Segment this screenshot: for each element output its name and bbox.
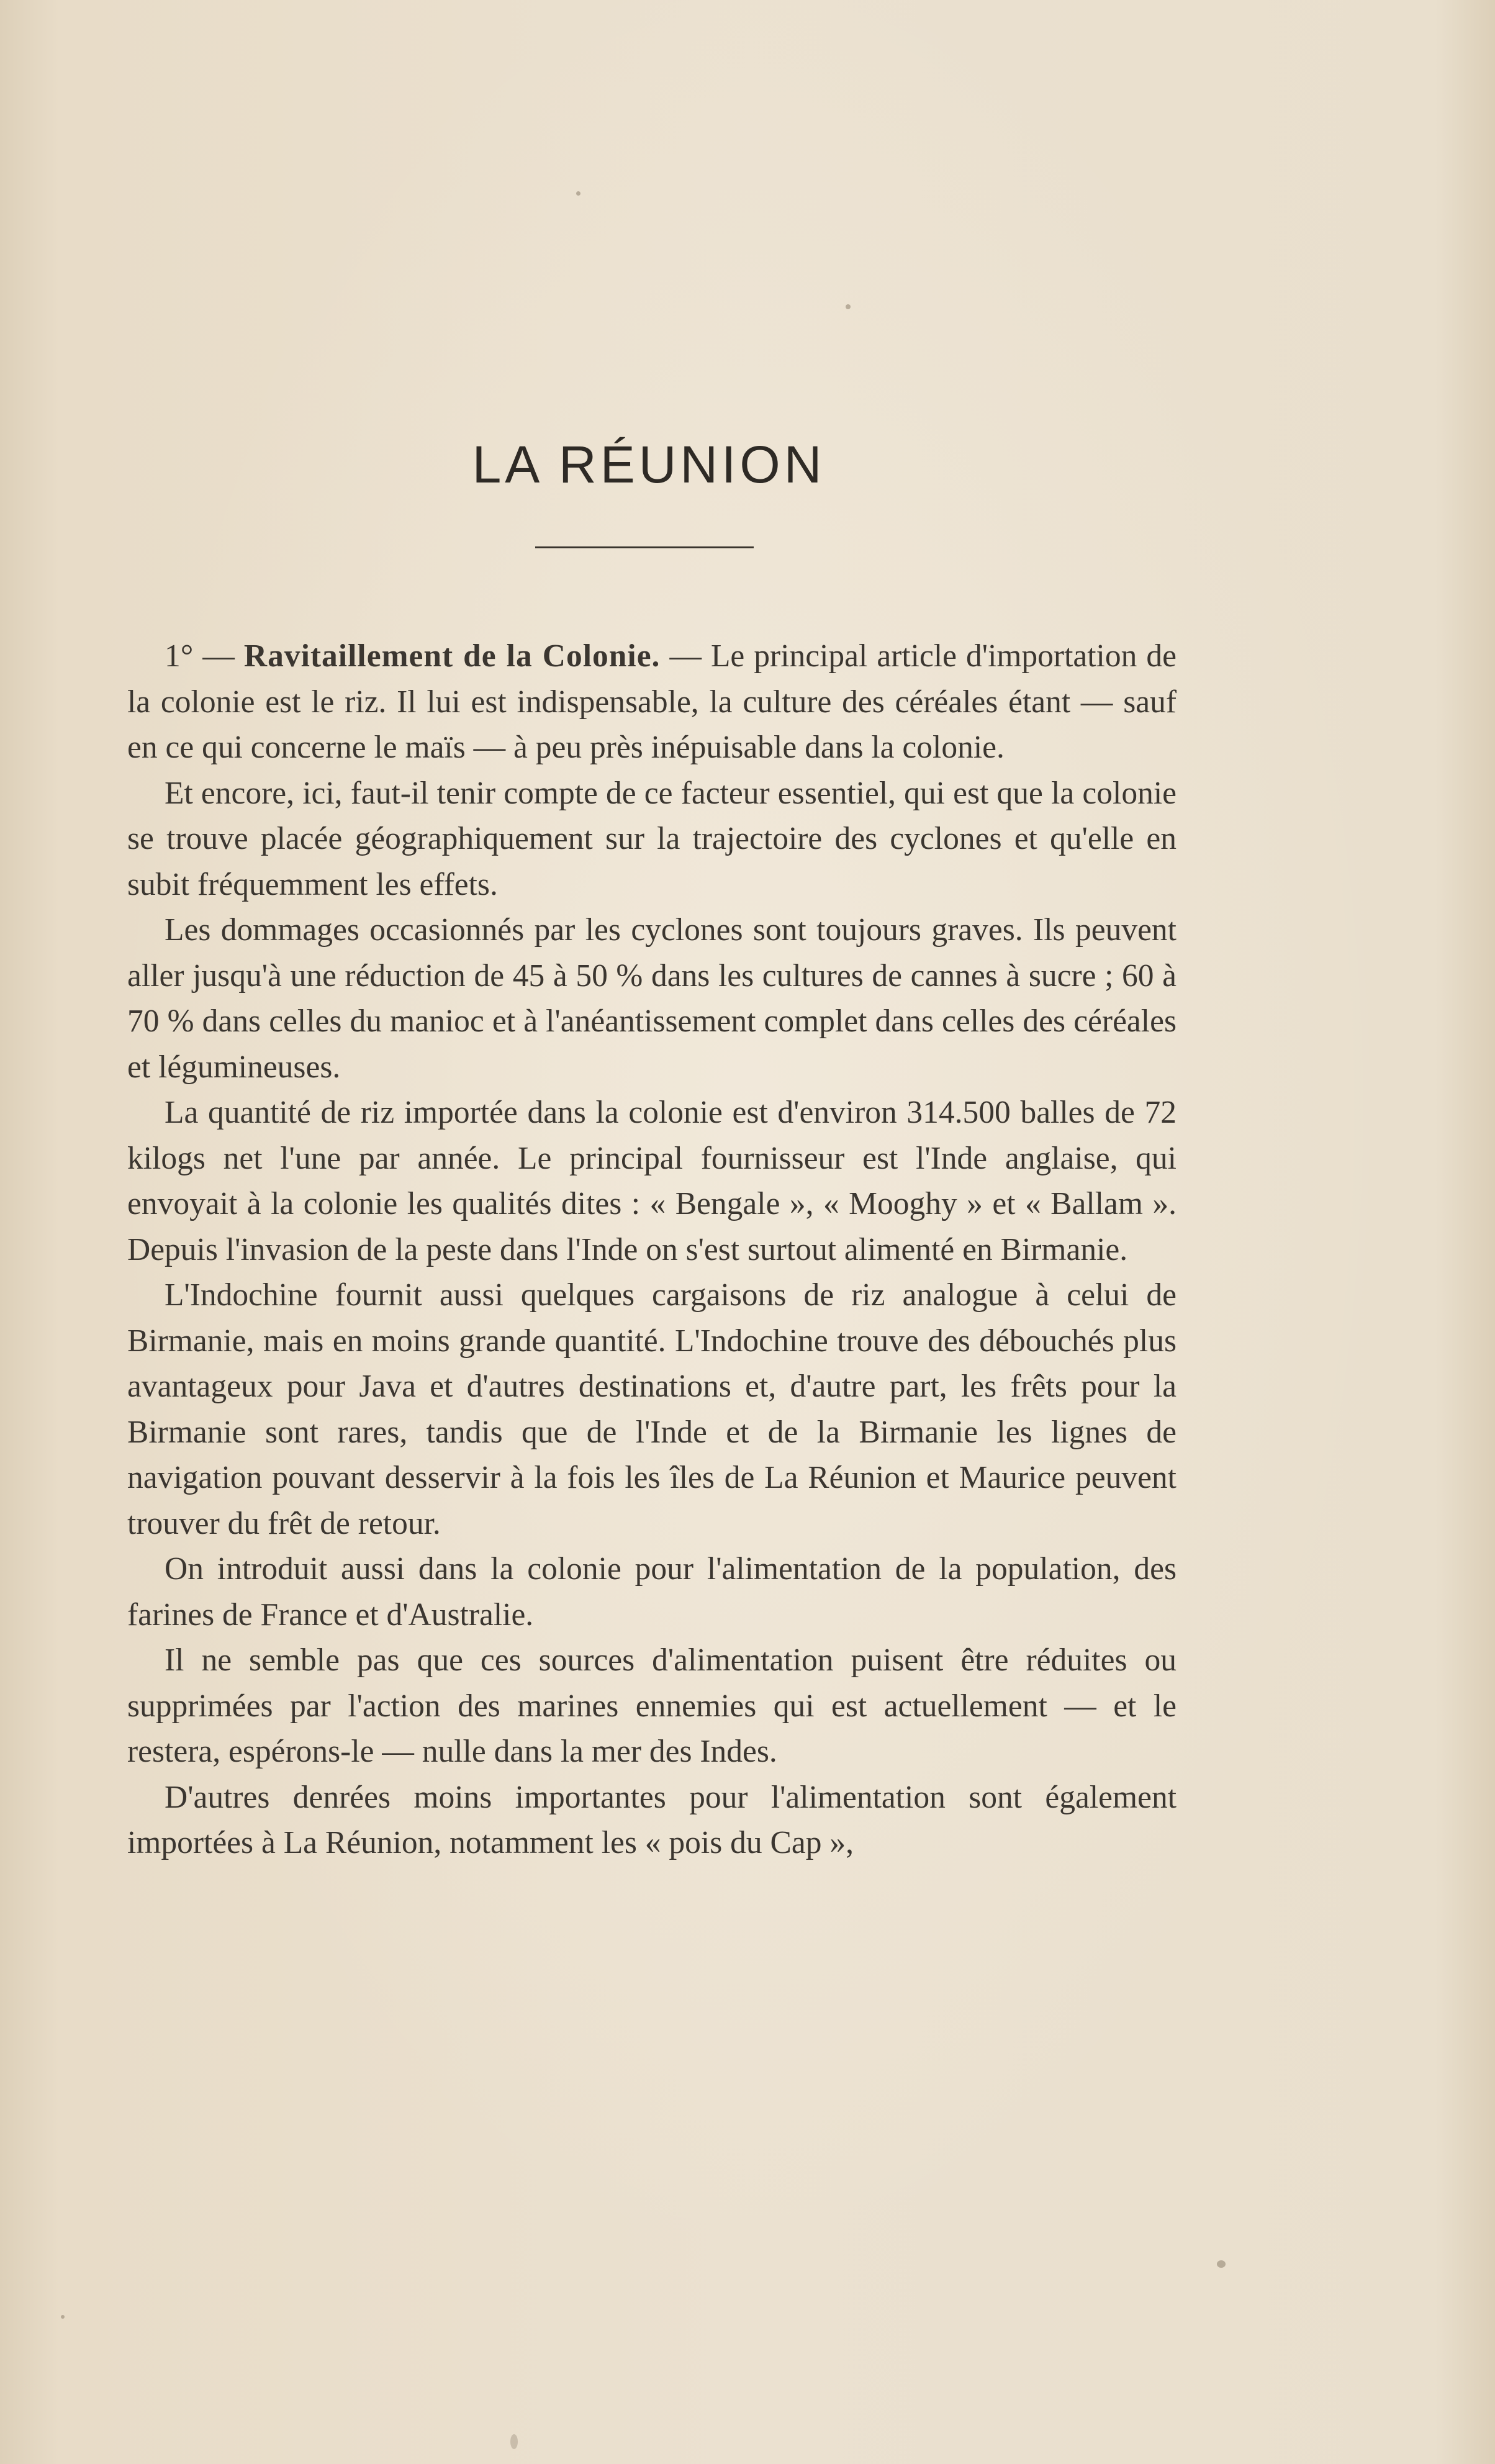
paragraph-6: On introduit aussi dans la colonie pour l'alimentation de la population, des farines de France et d'Australie. [127, 1551, 1177, 1633]
paragraph-2: Et encore, ici, faut-il tenir compte de ce facteur essentiel, qui est que la colonie se trouve placée géographiquement sur la trajectoire des cyclones et qu'elle en subit fréquemment les effets. [127, 775, 1177, 902]
paragraph-8: D'autres denrées moins importantes pour l'alimentation sont également importées à La Réunion, notamment les « pois du Cap », [127, 1779, 1177, 1860]
paper-speck [510, 2434, 518, 2449]
section-dash: — [193, 638, 244, 674]
paragraph-1 [127, 633, 1177, 771]
paragraph-5: L'Indochine fournit aussi quelques cargaisons de riz analogue à celui de Birmanie, mais en moins grande quantité. L'Indochine trouve des débouchés plus avantageux pour Java et d'autres destinations et, d'autre part, les frêts pour la Birmanie sont rares, tandis que de l'Inde et de la Birmanie les lignes de navigation pouvant desservir à la fois les îles de La Réunion et Maurice peuvent trouver du frêt de retour. [127, 1277, 1177, 1541]
paragraph-4: La quantité de riz importée dans la colonie est d'environ 314.500 balles de 72 kilogs net l'une par année. Le principal fournisseur est l'Inde anglaise, qui envoyait à la colonie les qualités dites : « Bengale », « Mooghy » et « Ballam ». Depuis l'invasion de la peste dans l'Inde on s'est surtout alimenté en Birmanie. [127, 1095, 1177, 1267]
paragraph-3: Les dommages occasionnés par les cyclones sont toujours graves. Ils peuvent aller jusqu'à une réduction de 45 à 50 % dans les cultures de cannes à sucre ; 60 à 70 % dans celles du manioc et à l'anéantissement complet dans celles des céréales et légumineuses. [127, 912, 1177, 1085]
paper-speck [576, 191, 580, 196]
section-number: 1° [165, 638, 194, 674]
paragraph-1-text: — Le principal article d'importation de la colonie est le riz. Il lui est indispensable, la culture des céréales étant — sauf en ce qui concerne le maïs — à peu près inépuisable dans la colonie. [127, 638, 1177, 765]
section-heading: Ravitaillement de la Colonie. [243, 638, 661, 674]
paper-speck [846, 304, 851, 309]
body-text [127, 633, 1177, 1866]
title-divider [535, 546, 754, 548]
page-title: LA RÉUNION [472, 435, 826, 494]
paragraph-7: Il ne semble pas que ces sources d'alimentation puisent être réduites ou supprimées par l'action des marines ennemies qui est actuellement — et le restera, espérons-le — nulle dans la mer des Indes. [127, 1642, 1177, 1769]
paper-speck [61, 2315, 65, 2319]
paper-speck [1217, 2260, 1226, 2268]
